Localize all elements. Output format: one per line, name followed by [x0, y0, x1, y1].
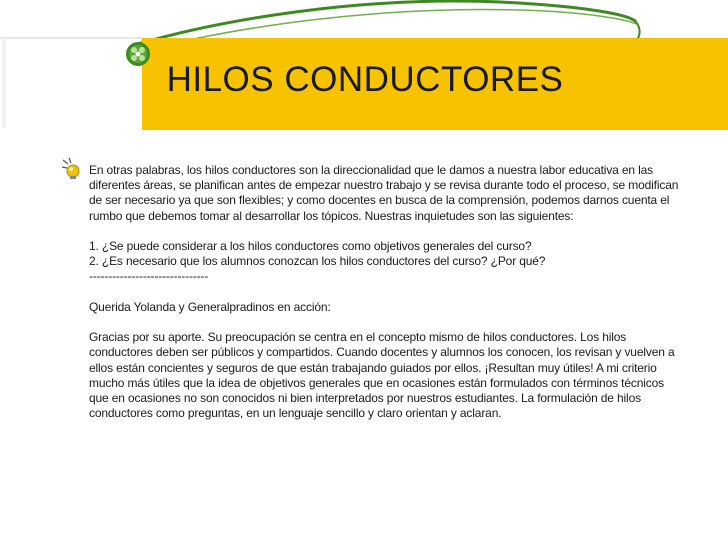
body-paragraph-response: Gracias por su aporte. Su preocupación se centra en el concepto mismo de hilos conductores. Los hilos conductores deben ser públicos y compartidos. Cuando docentes y alumnos los conocen, los revisan y vuelven a ellos están concientes y seguros de que están trabajando guiados por ellos. ¡Resultan muy útiles! A mi criterio mucho más útiles que la idea de objetivos generales que en ocasiones están formulados con términos técnicos que en ocasiones no son conocidos ni bien interpretados por nuestros estudiantes. La formulación de hilos conductores como preguntas, en un lenguaje sencillo y claro orientan y aclaran.	[89, 330, 675, 421]
body-paragraph-greeting: Querida Yolanda y Generalpradinos en acción:	[89, 299, 331, 314]
lightbulb-bullet-icon	[60, 157, 84, 181]
body-paragraph-questions: 1. ¿Se puede considerar a los hilos conductores como objetivos generales del curso? 2. ¿Es necesario que los alumnos conozcan los hilos conductores del curso? ¿Por qué? -------------------------------	[89, 239, 546, 284]
slide-body-text	[89, 163, 689, 421]
slide-title: HILOS CONDUCTORES	[166, 60, 564, 99]
body-paragraph-intro: En otras palabras, los hilos conductores son la direccionalidad que le damos a nuestra labor educativa en las diferentes áreas, se planifican antes de empezar nuestro trabajo y se revisa durante todo el proceso, se modifican de ser necesario ya que son flexibles; y como docentes en busca de la comprensión, podemos darnos cuenta el rumbo que debemos tomar al desarrollar los tópicos. Nuestras inquietudes son las siguientes:	[89, 163, 679, 223]
